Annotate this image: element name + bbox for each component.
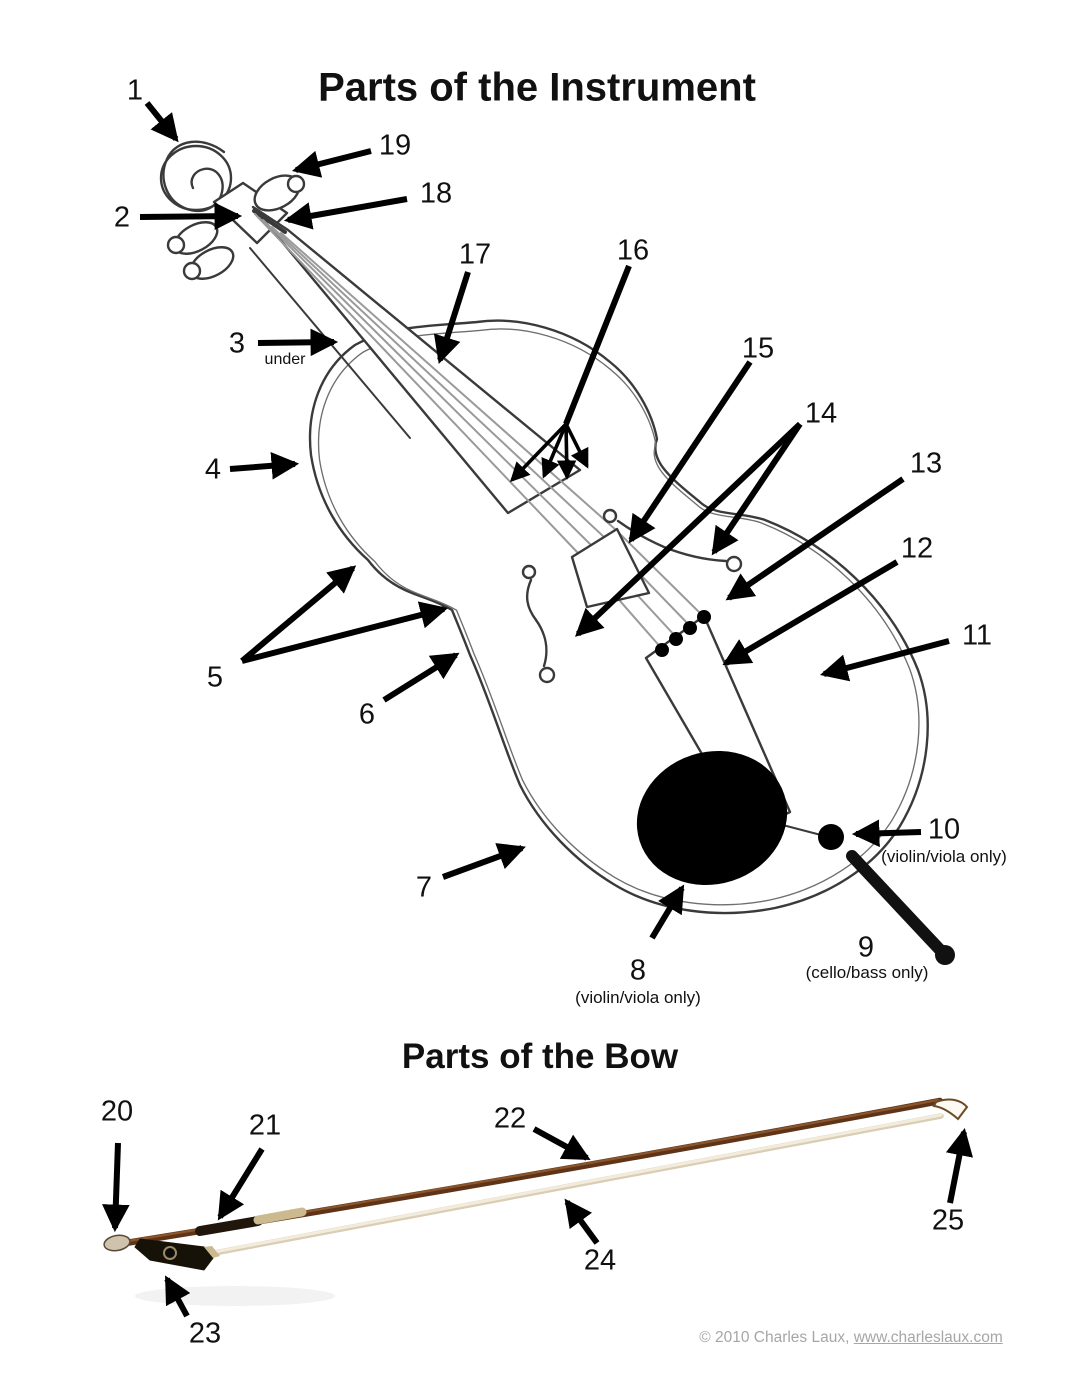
arrow-16c: [566, 424, 567, 477]
arrow-10: [856, 832, 921, 834]
label-20: 20: [100, 1095, 134, 1128]
end-button: [818, 824, 844, 850]
label-15: 15: [741, 332, 775, 365]
arrow-21: [220, 1149, 262, 1217]
arrow-1: [147, 103, 176, 139]
label-23: 23: [188, 1317, 222, 1350]
copyright-text: © 2010 Charles Laux,: [699, 1329, 854, 1346]
label-21: 21: [248, 1109, 282, 1142]
bow-winding-silver: [258, 1212, 302, 1220]
bow-screw: [103, 1233, 131, 1252]
copyright: [699, 1329, 1003, 1347]
bow-title: Parts of the Bow: [401, 1037, 679, 1076]
bow-shadow: [135, 1286, 335, 1306]
arrow-22: [534, 1129, 587, 1158]
label-18: 18: [419, 177, 453, 210]
label-2: 2: [113, 201, 131, 234]
label-3: 3: [228, 327, 246, 360]
arrow-20: [115, 1143, 118, 1228]
label-8: 8: [629, 954, 647, 987]
label-5: 5: [206, 661, 224, 694]
arrow-3: [258, 342, 334, 343]
arrow-2: [140, 216, 238, 217]
arrow-24: [567, 1202, 597, 1243]
label-22: 22: [493, 1102, 527, 1135]
label-10-note: (violin/viola only): [881, 847, 1007, 866]
instrument-title: Parts of the Instrument: [318, 65, 756, 110]
arrow-6: [384, 655, 456, 700]
label-9: 9: [857, 931, 875, 964]
copyright-link[interactable]: www.charleslaux.com: [853, 1329, 1003, 1346]
label-7: 7: [415, 871, 433, 904]
label-8-note: (violin/viola only): [575, 988, 701, 1007]
label-19: 19: [378, 129, 412, 162]
peg-knob: [184, 263, 200, 279]
label-3-note: under: [264, 351, 306, 368]
label-10: 10: [927, 813, 961, 846]
label-6: 6: [358, 698, 376, 731]
label-25: 25: [931, 1204, 965, 1237]
bow-frog: [135, 1239, 220, 1270]
label-4: 4: [204, 453, 222, 486]
label-1: 1: [126, 74, 144, 107]
label-12: 12: [900, 532, 934, 565]
label-9-note: (cello/bass only): [805, 963, 929, 982]
label-14: 14: [804, 397, 838, 430]
peg-knob: [288, 176, 304, 192]
label-24: 24: [583, 1244, 617, 1277]
arrow-18: [288, 199, 407, 220]
frog-eye: [164, 1247, 176, 1259]
label-11: 11: [961, 619, 993, 652]
label-13: 13: [909, 447, 943, 480]
arrow-19: [296, 151, 371, 170]
label-17: 17: [458, 238, 492, 271]
arrow-25: [950, 1132, 964, 1203]
label-16: 16: [616, 234, 650, 267]
peg-knob: [168, 237, 184, 253]
arrow-4: [230, 464, 295, 469]
bow-winding: [200, 1221, 258, 1231]
violin-drawing: [161, 142, 955, 965]
arrow-7: [443, 848, 522, 877]
